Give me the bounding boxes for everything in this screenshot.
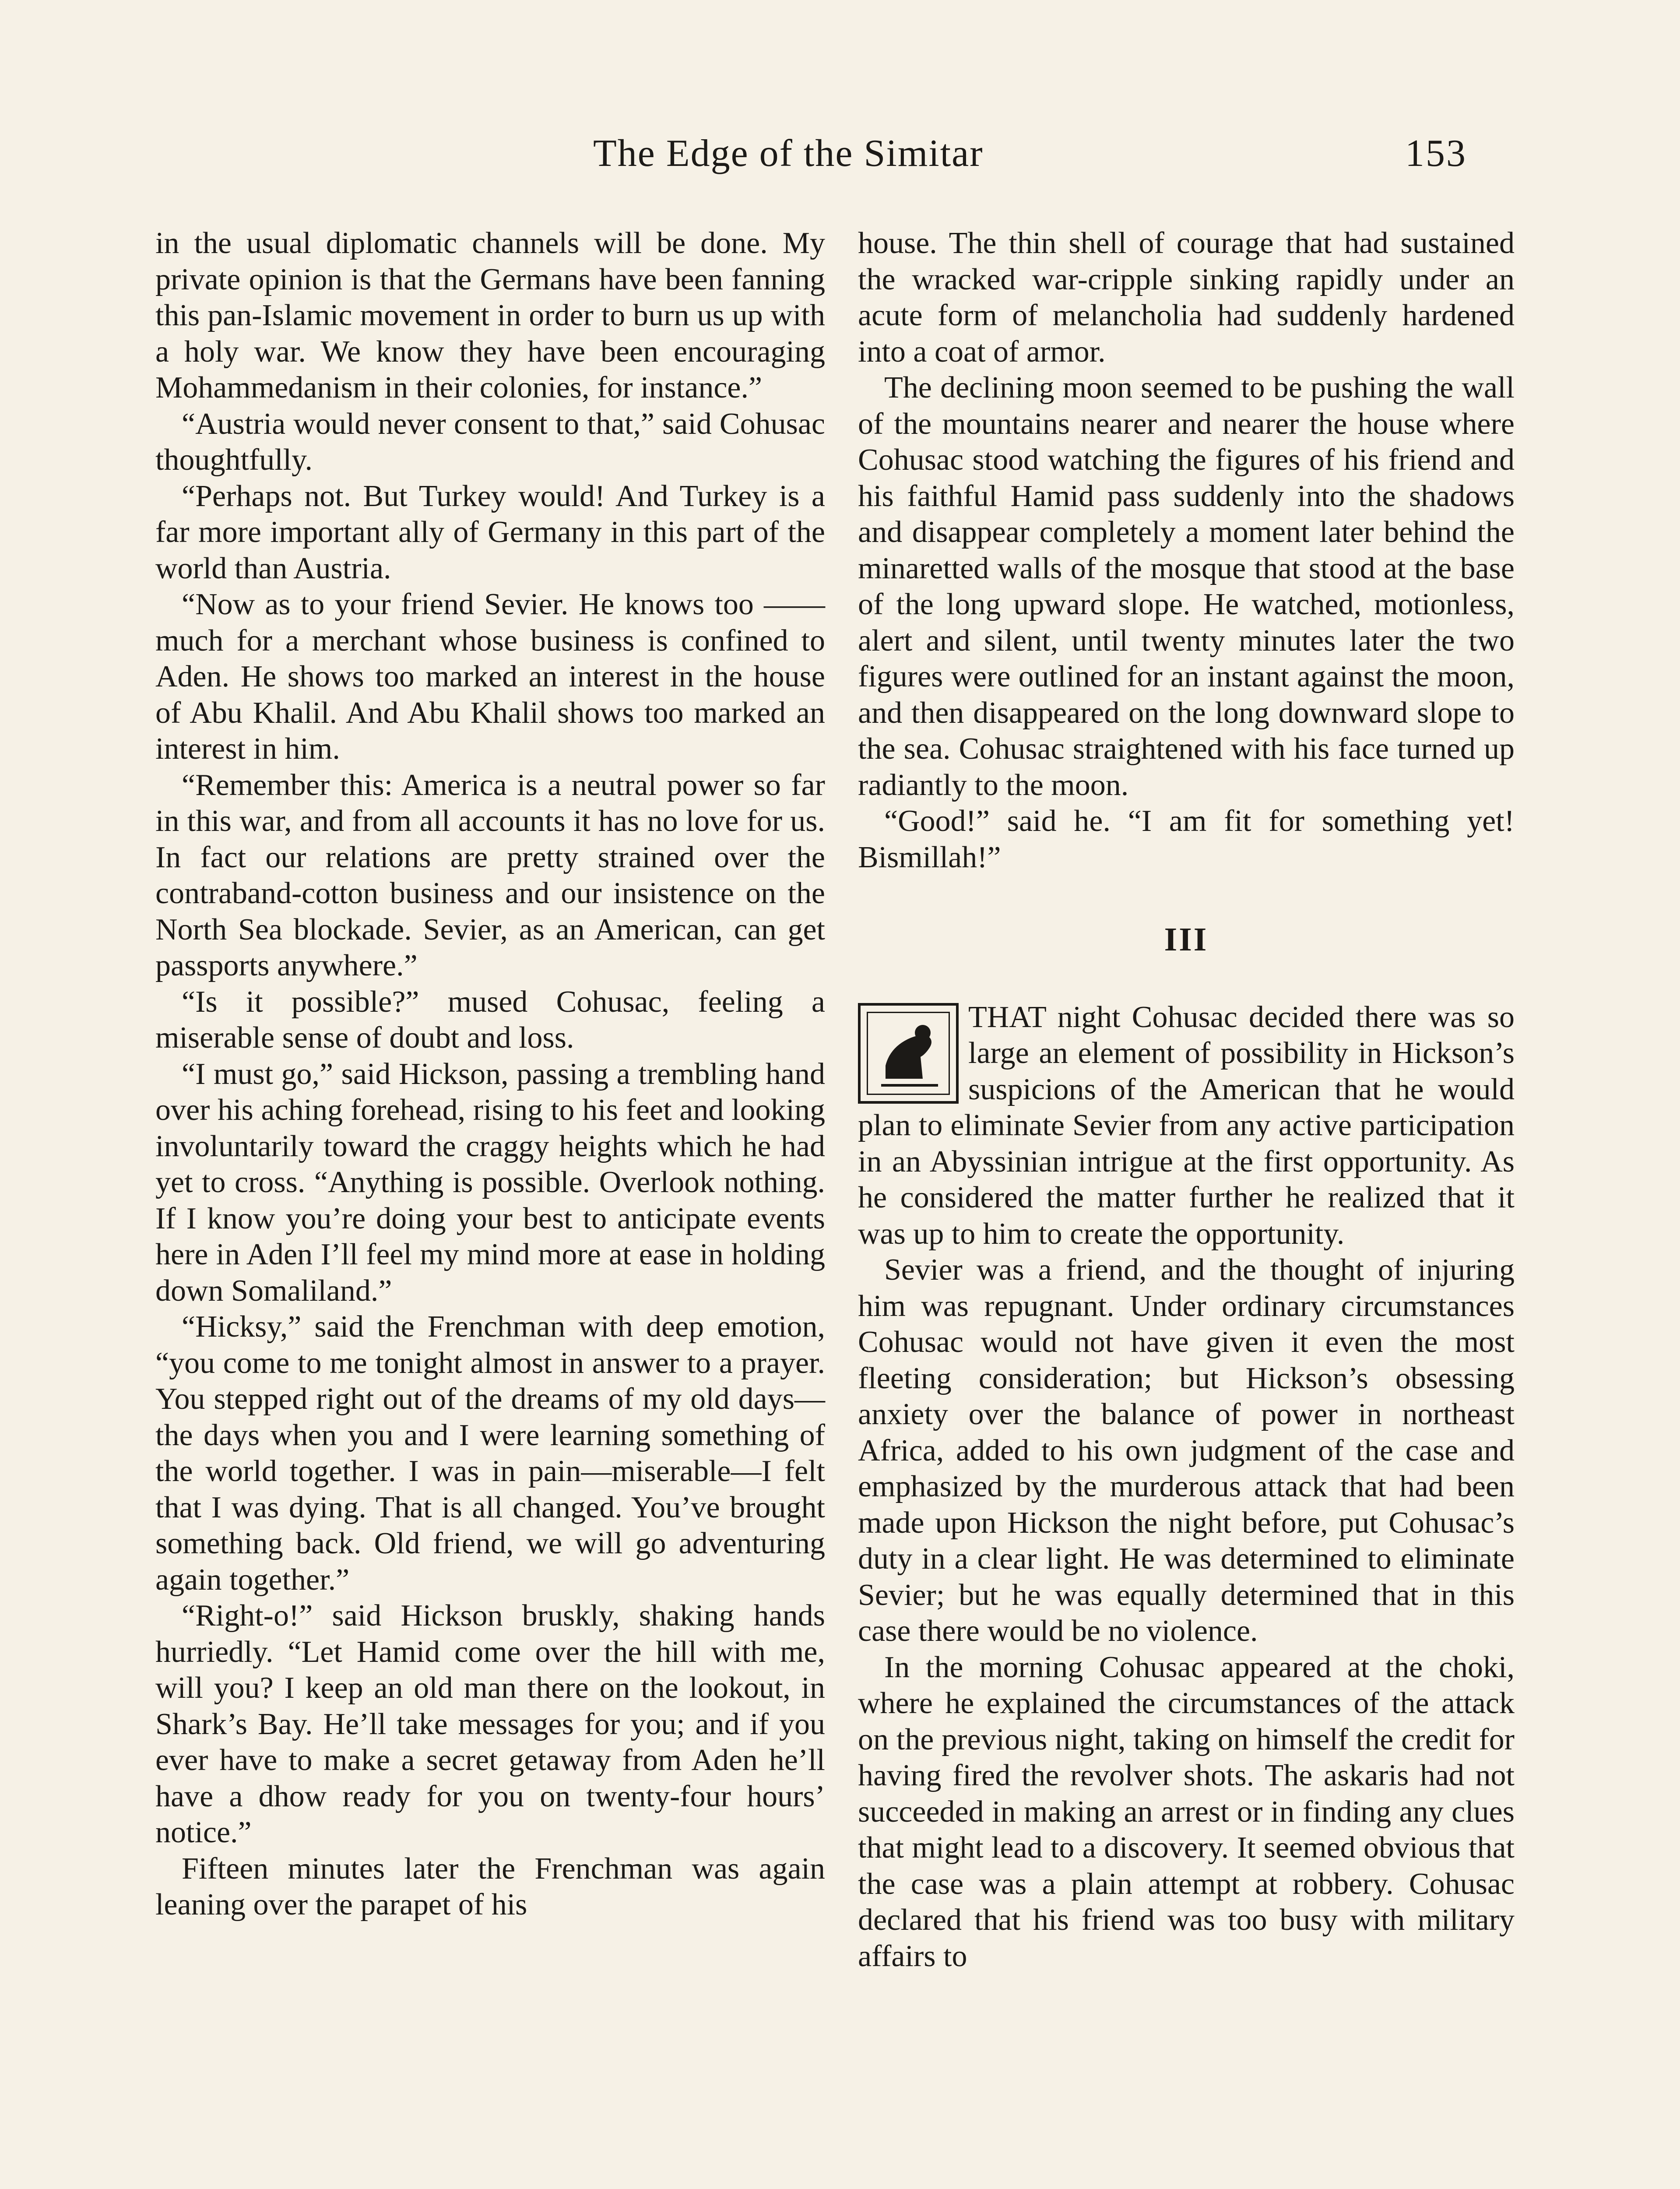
paragraph: In the morning Cohusac appeared at the choki, where he explained the circumstances of the attack on the previous night, taking on himself the credit for having fired the revolver shots. The askaris had not succeeded in making an arrest or in finding any clues that might lead to a discovery. It seemed obvious that the case was a plain attempt at robbery. Cohusac declared that his friend was too busy with military affairs to: [858, 1650, 1515, 1973]
right-column: [858, 225, 1515, 1974]
paragraph: “Is it possible?” mused Cohusac, feeling a miserable sense of doubt and loss.: [155, 985, 825, 1055]
paragraph: “Hicksy,” said the Frenchman with deep emotion, “you come to me tonight almost in answer to a prayer. You stepped right out of the dreams of my old days—the days when you and I were learning something of the world together. I was in pain—miserable—I felt that I was dying. That is all changed. You’ve brought something back. Old friend, we will go adventuring again together.”: [155, 1310, 825, 1597]
paragraph: “Perhaps not. But Turkey would! And Turkey is a far more important ally of Germany in this part of the world than Austria.: [155, 479, 825, 585]
section-heading: III: [1164, 921, 1209, 958]
page-header: [0, 131, 1680, 184]
paragraph: house. The thin shell of courage that had sustained the wracked war-cripple sinking rapidly under an acute form of melancholia had suddenly hardened into a coat of armor.: [858, 226, 1515, 369]
running-title: The Edge of the Simitar: [593, 132, 984, 175]
paragraph: “Now as to your friend Sevier. He knows too —— much for a merchant whose business is confined to Aden. He shows too marked an interest in the house of Abu Khalil. And Abu Khalil shows too marked an interest in him.: [155, 588, 825, 766]
paragraph: “Good!” said he. “I am fit for something yet! Bismillah!”: [858, 804, 1515, 874]
dropcap-paragraph: [858, 999, 1515, 1253]
paragraph: The declining moon seemed to be pushing the wall of the mountains nearer and nearer the house where Cohusac stood watching the figures of his friend and his faithful Hamid pass suddenly into the shadows and disappear completely a moment later behind the minaretted walls of the mosque that stood at the base of the long upward slope. He watched, motionless, alert and silent, until twenty minutes later the two figures were outlined for an instant against the moon, and then disappeared on the long downward slope to the sea. Cohusac straightened with his face turned up radiantly to the moon.: [858, 371, 1515, 802]
paragraph: Fifteen minutes later the Frenchman was again leaning over the parapet of his: [155, 1851, 825, 1922]
illustrated-initial-icon: [858, 1003, 959, 1104]
paragraph: “Remember this: America is a neutral power so far in this war, and from all accounts it has no love for us. In fact our relations are pretty strained over the contraband-cotton business and our insistence on the North Sea blockade. Sevier, as an American, can get passports anywhere.”: [155, 768, 825, 982]
paragraph: “Austria would never consent to that,” said Cohusac thoughtfully.: [155, 407, 825, 477]
paragraph: Sevier was a friend, and the thought of injuring him was repugnant. Under ordinary circumstances Cohusac would not have given it even the most fleeting consideration; but Hickson’s obsessing anxiety over the balance of power in northeast Africa, added to his own judgment of the case and emphasized by the murderous attack that had been made upon Hickson the night before, put Cohusac’s duty in a clear light. He was determined to eliminate Sevier; but he was equally determined that in this case there would be no violence.: [858, 1253, 1515, 1648]
paragraph: in the usual diplomatic channels will be done. My private opinion is that the Germans have been fanning this pan-Islamic movement in order to burn us up with a holy war. We know they have been encouraging Mohammedanism in their colonies, for instance.”: [155, 226, 825, 405]
paragraph: “I must go,” said Hickson, passing a trembling hand over his aching forehead, rising to his feet and looking involuntarily toward the craggy heights which he had yet to cross. “Anything is possible. Overlook nothing. If I know you’re doing your best to anticipate events here in Aden I’ll feel my mind more at ease in holding down Somaliland.”: [155, 1057, 825, 1308]
page-number: 153: [1405, 132, 1467, 175]
left-column: [155, 225, 825, 1923]
paragraph: “Right-o!” said Hickson bruskly, shaking hands hurriedly. “Let Hamid come over the hill with me, will you? I keep an old man there on the lookout, in Shark’s Bay. He’ll take messages for you; and if you ever have to make a secret getaway from Aden he’ll have a dhow ready for you on twenty-four hours’ notice.”: [155, 1599, 825, 1849]
paragraph: THAT night Cohusac decided there was so large an element of possibility in Hickson’s suspicions of the American that he would plan to eliminate Sevier from any active participation in an Abyssinian intrigue at the first opportunity. As he considered the matter further he realized that it was up to him to create the opportunity.: [858, 1000, 1515, 1251]
